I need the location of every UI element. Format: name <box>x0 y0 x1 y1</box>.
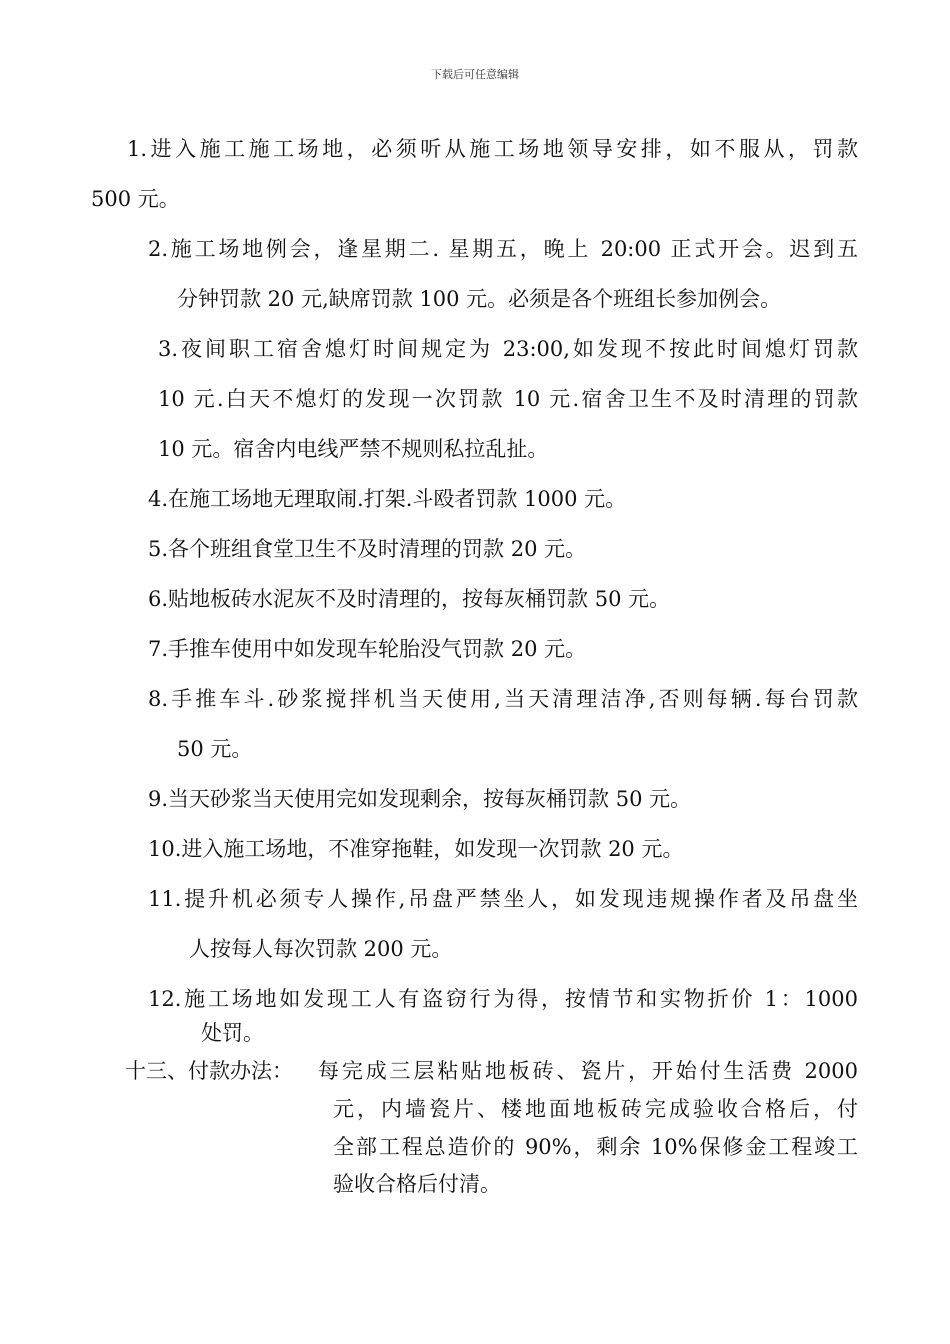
header-note: 下载后可任意编辑 <box>431 68 519 81</box>
rule-2-line-2: 分钟罚款 20 元,缺席罚款 100 元。必须是各个班组长参加例会。 <box>177 287 782 311</box>
rule-1-line-2: 500 元。 <box>91 187 180 211</box>
rule-11-line-1: 11.提升机必须专人操作,吊盘严禁坐人，如发现违规操作者及吊盘坐 <box>148 887 858 911</box>
payment-heading: 十三、付款办法： <box>125 1059 293 1083</box>
rule-5: 5.各个班组食堂卫生不及时清理的罚款 20 元。 <box>148 537 587 561</box>
rule-3-line-1: 3.夜间职工宿舍熄灯时间规定为 23:00,如发现不按此时间熄灯罚款 <box>158 337 858 361</box>
payment-line-1: 每完成三层粘贴地板砖、瓷片，开始付生活费 2000 <box>318 1059 858 1083</box>
rule-2-line-1: 2.施工场地例会，逢星期二. 星期五，晚上 20:00 正式开会。迟到五 <box>148 237 858 261</box>
rule-11-line-2: 人按每人每次罚款 200 元。 <box>189 937 453 961</box>
payment-line-2: 元，内墙瓷片、楼地面地板砖完成验收合格后，付 <box>333 1097 858 1121</box>
rule-3-line-3: 10 元。宿舍内电线严禁不规则私拉乱扯。 <box>158 437 549 461</box>
rule-1-line-1: 1.进入施工施工场地，必须听从施工场地领导安排，如不服从，罚款 <box>127 137 858 161</box>
rule-8-line-2: 50 元。 <box>177 737 253 761</box>
payment-line-4: 验收合格后付清。 <box>333 1172 501 1196</box>
rule-7: 7.手推车使用中如发现车轮胎没气罚款 20 元。 <box>148 637 587 661</box>
rule-9: 9.当天砂浆当天使用完如发现剩余，按每灰桶罚款 50 元。 <box>148 787 692 811</box>
rule-12-line-1: 12.施工场地如发现工人有盗窃行为得，按情节和实物折价 1：1000 <box>148 987 858 1011</box>
rule-8-line-1: 8.手推车斗.砂浆搅拌机当天使用,当天清理洁净,否则每辆.每台罚款 <box>148 687 858 711</box>
rule-3-line-2: 10 元.白天不熄灯的发现一次罚款 10 元.宿舍卫生不及时清理的罚款 <box>158 387 858 411</box>
rule-4: 4.在施工场地无理取闹.打架.斗殴者罚款 1000 元。 <box>148 487 627 511</box>
rule-6: 6.贴地板砖水泥灰不及时清理的，按每灰桶罚款 50 元。 <box>148 587 671 611</box>
payment-line-3: 全部工程总造价的 90%，剩余 10%保修金工程竣工 <box>333 1135 858 1159</box>
rule-10: 10.进入施工场地，不准穿拖鞋，如发现一次罚款 20 元。 <box>148 837 684 861</box>
rule-12-line-2: 处罚。 <box>201 1021 264 1045</box>
